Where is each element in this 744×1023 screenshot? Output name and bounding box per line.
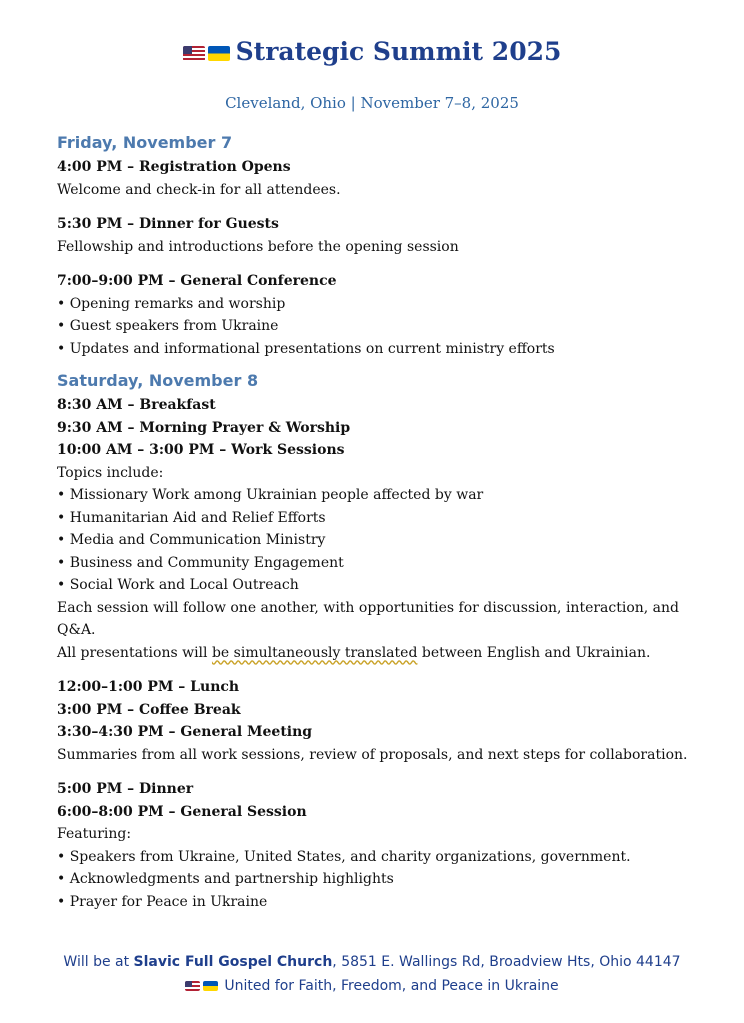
us-flag-icon	[183, 46, 205, 61]
spellcheck-marked-text: be simultaneously translated	[211, 644, 418, 661]
ukraine-flag-icon	[203, 981, 218, 991]
topics-intro: Topics include:	[57, 464, 164, 481]
list-item: • Social Work and Local Outreach	[57, 577, 299, 593]
friday-dinner-desc: Fellowship and introductions before the opening session	[57, 238, 459, 255]
friday-dinner-time: 5:30 PM – Dinner for Guests	[57, 216, 279, 232]
saturday-lunch: 12:00–1:00 PM – Lunch	[57, 679, 240, 695]
tagline-line	[0, 974, 744, 998]
event-location-date: Cleveland, Ohio | November 7–8, 2025	[225, 94, 519, 112]
meeting-desc: Summaries from all work sessions, review of proposals, and next steps for collaboration.	[57, 746, 688, 763]
list-item: • Opening remarks and worship	[57, 295, 286, 312]
ukraine-flag-icon	[208, 46, 230, 61]
saturday-general-meeting: 3:30–4:30 PM – General Meeting	[57, 724, 313, 740]
list-item: • Acknowledgments and partnership highlights	[57, 871, 394, 887]
list-item: • Speakers from Ukraine, United States, and charity organizations, government.	[57, 848, 631, 865]
saturday-prayer: 9:30 AM – Morning Prayer & Worship	[57, 419, 351, 436]
session-note: Each session will follow one another, with opportunities for discussion, interaction, and Q&A.	[57, 599, 680, 638]
list-item: • Business and Community Engagement	[57, 554, 344, 571]
friday-conference-time: 7:00–9:00 PM – General Conference	[57, 273, 337, 289]
venue-name: Slavic Full Gospel Church	[133, 954, 333, 970]
saturday-dinner: 5:00 PM – Dinner	[57, 781, 194, 797]
featuring-label: Featuring:	[57, 826, 132, 842]
friday-heading: Friday, November 7	[57, 133, 233, 152]
list-item: • Updates and informational presentations on current ministry efforts	[57, 340, 555, 357]
page-title	[0, 34, 744, 70]
footer-flags	[185, 981, 218, 991]
friday-registration-time: 4:00 PM – Registration Opens	[57, 159, 291, 175]
us-flag-icon	[185, 981, 200, 991]
footer	[0, 950, 744, 998]
list-item: • Media and Communication Ministry	[57, 532, 326, 548]
list-item: • Guest speakers from Ukraine	[57, 318, 279, 334]
translation-note: All presentations will be simultaneously translated between English and Ukrainian.	[57, 644, 651, 661]
saturday-breakfast: 8:30 AM – Breakfast	[57, 397, 216, 413]
friday-registration-desc: Welcome and check-in for all attendees.	[57, 181, 341, 198]
venue-line: Will be at Slavic Full Gospel Church, 5851 E. Wallings Rd, Broadview Hts, Ohio 44147	[63, 954, 681, 970]
title-flags	[183, 46, 230, 61]
saturday-heading: Saturday, November 8	[57, 371, 259, 390]
tagline: United for Faith, Freedom, and Peace in Ukraine	[224, 978, 559, 994]
list-item: • Humanitarian Aid and Relief Efforts	[57, 509, 326, 526]
saturday-general-session: 6:00–8:00 PM – General Session	[57, 803, 307, 820]
list-item: • Prayer for Peace in Ukraine	[57, 893, 268, 910]
saturday-coffee: 3:00 PM – Coffee Break	[57, 701, 241, 718]
list-item: • Missionary Work among Ukrainian people affected by war	[57, 487, 484, 503]
schedule	[57, 130, 697, 913]
saturday-work-sessions: 10:00 AM – 3:00 PM – Work Sessions	[57, 442, 345, 458]
title-text: Strategic Summit 2025	[235, 37, 562, 66]
